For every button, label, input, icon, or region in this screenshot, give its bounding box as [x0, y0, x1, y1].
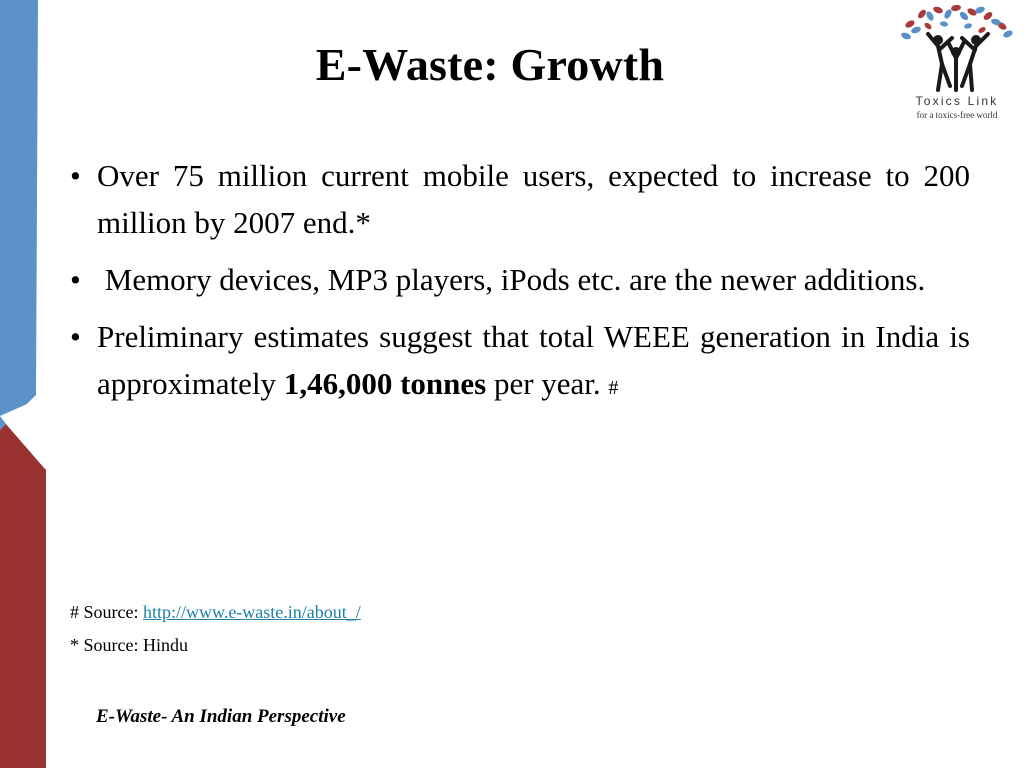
bullet-marker: •: [70, 158, 81, 193]
slide-title: E-Waste: Growth: [315, 39, 665, 90]
bullet-text: Memory devices, MP3 players, iPods etc. are the newer additions.: [97, 262, 926, 297]
bullet-marker: •: [70, 262, 81, 297]
source-link[interactable]: http://www.e-waste.in/about_/: [142, 602, 361, 622]
logo-tagline: for a toxics-free world: [916, 110, 998, 120]
side-decor-band: [0, 0, 60, 768]
slide-footer: E-Waste- An Indian Perspective: [96, 706, 346, 727]
tree-people-icon: [898, 2, 1016, 94]
footnote-mark: #: [608, 377, 619, 399]
logo-name: Toxics Link: [915, 94, 999, 108]
bullet-text: Over 75 million current mobile users, expected to increase to 200 million by 2007 end.*: [97, 158, 970, 240]
source-note-web: [70, 602, 361, 623]
bullet-text: per year.: [486, 366, 609, 401]
bullet-item: [70, 256, 970, 303]
bullet-list: [70, 152, 970, 422]
bullet-item: [70, 152, 970, 246]
toxics-link-logo: [898, 2, 1018, 122]
bullet-text: Preliminary estimates suggest that total WEEE generation in India is approximately: [97, 319, 970, 401]
source-note-hindu: * Source: Hindu: [70, 635, 188, 655]
bullet-marker: •: [70, 319, 81, 354]
bullet-item: [70, 313, 970, 412]
bullet-emphasis: 1,46,000 tonnes: [283, 366, 487, 401]
source-label: # Source:: [70, 602, 143, 622]
side-band-red: [0, 424, 46, 768]
